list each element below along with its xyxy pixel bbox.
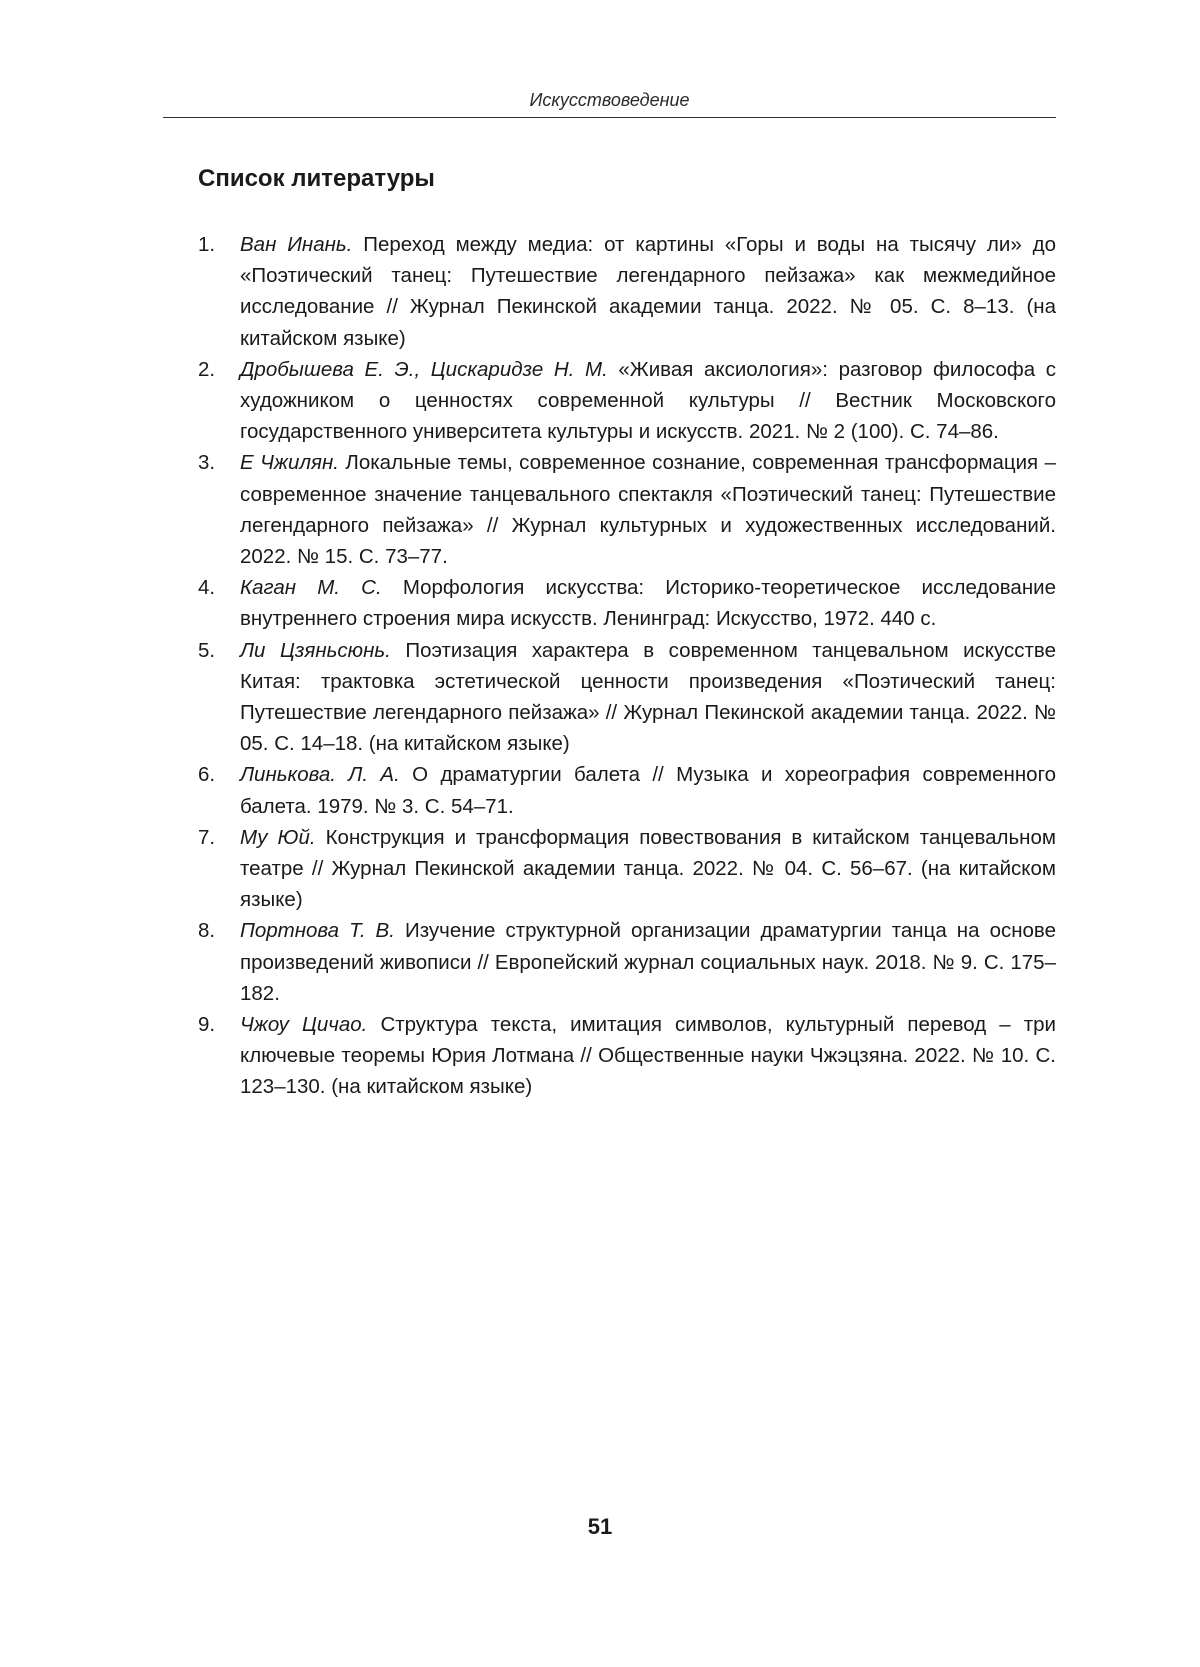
header-divider	[163, 117, 1056, 118]
reference-item	[198, 915, 1056, 1009]
reference-item	[198, 635, 1056, 760]
reference-item	[198, 229, 1056, 354]
reference-item	[198, 1009, 1056, 1103]
reference-text: Конструкция и трансформация повествования в китайском танцевальном театре // Журнал Пекинской академии танца. 2022. № 04. С. 56–67. (на китайском языке)	[240, 825, 1056, 912]
reference-author: Портнова Т. В.	[240, 919, 395, 943]
reference-number: 4.	[198, 576, 216, 600]
reference-list	[198, 229, 1056, 1103]
reference-author: Линькова. Л. А.	[240, 763, 400, 787]
reference-text: О драматургии балета // Музыка и хореография современного балета. 1979. № 3. С. 54–71.	[240, 763, 1057, 818]
reference-number: 3.	[198, 451, 216, 475]
reference-author: Ван Инань.	[240, 233, 353, 256]
reference-number: 2.	[198, 357, 216, 381]
reference-text: Структура текста, имитация символов, культурный перевод – три ключевые теоремы Юрия Лотмана // Общественные науки Чжэцзяна. 2022. № 10. С. 123–130. (на китайском языке)	[240, 1013, 1056, 1099]
section-title: Список литературы	[198, 165, 435, 192]
reference-item	[198, 572, 1056, 634]
reference-author: Чжоу Цичао.	[240, 1013, 368, 1037]
reference-author: Е Чжилян.	[240, 451, 339, 475]
reference-number: 5.	[198, 638, 216, 662]
reference-author: Ли Цзяньсюнь.	[240, 638, 391, 662]
reference-number: 8.	[198, 919, 216, 943]
reference-number: 7.	[198, 825, 216, 849]
reference-number: 9.	[198, 1013, 216, 1037]
reference-author: Каган М. С.	[240, 576, 382, 600]
reference-item	[198, 822, 1056, 916]
reference-text: Переход между медиа: от картины «Горы и воды на тысячу ли» до «Поэтический танец: Путешествие легендарного пейзажа» как межмедийное исследование // Журнал Пекинской академии танца. 2022. № 05. С. 8–13. (на китайском языке)	[240, 233, 1056, 350]
reference-text: «Живая аксиология»: разговор философа с художником о ценностях современной культуры // Вестник Московского государственного университета культуры и искусств. 2021. № 2 (100). С. 74–86.	[240, 357, 1056, 444]
reference-item	[198, 759, 1056, 821]
reference-text: Локальные темы, современное сознание, современная трансформация – современное значение танцевального спектакля «Поэтический танец: Путешествие легендарного пейзажа» // Журнал культурных и художественных исследований. 2022. № 15. С. 73–77.	[240, 451, 1056, 569]
reference-author: Дробышева Е. Э., Цискаридзе Н. М.	[240, 357, 608, 381]
reference-item	[198, 354, 1056, 448]
page-number: 51	[587, 1514, 613, 1539]
reference-author: Му Юй.	[240, 825, 316, 849]
reference-number: 6.	[198, 763, 216, 787]
reference-text: Изучение структурной организации драматургии танца на основе произведений живописи // Европейский журнал социальных наук. 2018. № 9. С. 175–182.	[240, 919, 1056, 1005]
reference-item	[198, 447, 1056, 572]
reference-text: Поэтизация характера в современном танцевальном искусстве Китая: трактовка эстетической ценности произведения «Поэтический танец: Путешествие легендарного пейзажа» // Журнал Пекинской академии танца. 2022. № 05. С. 14–18. (на китайском языке)	[240, 638, 1056, 756]
reference-number: 1.	[198, 233, 216, 256]
reference-text: Морфология искусства: Историко-теоретическое исследование внутреннего строения мира искусств. Ленинград: Искусство, 1972. 440 с.	[240, 576, 1056, 631]
running-header: Искусствоведение	[529, 90, 690, 110]
